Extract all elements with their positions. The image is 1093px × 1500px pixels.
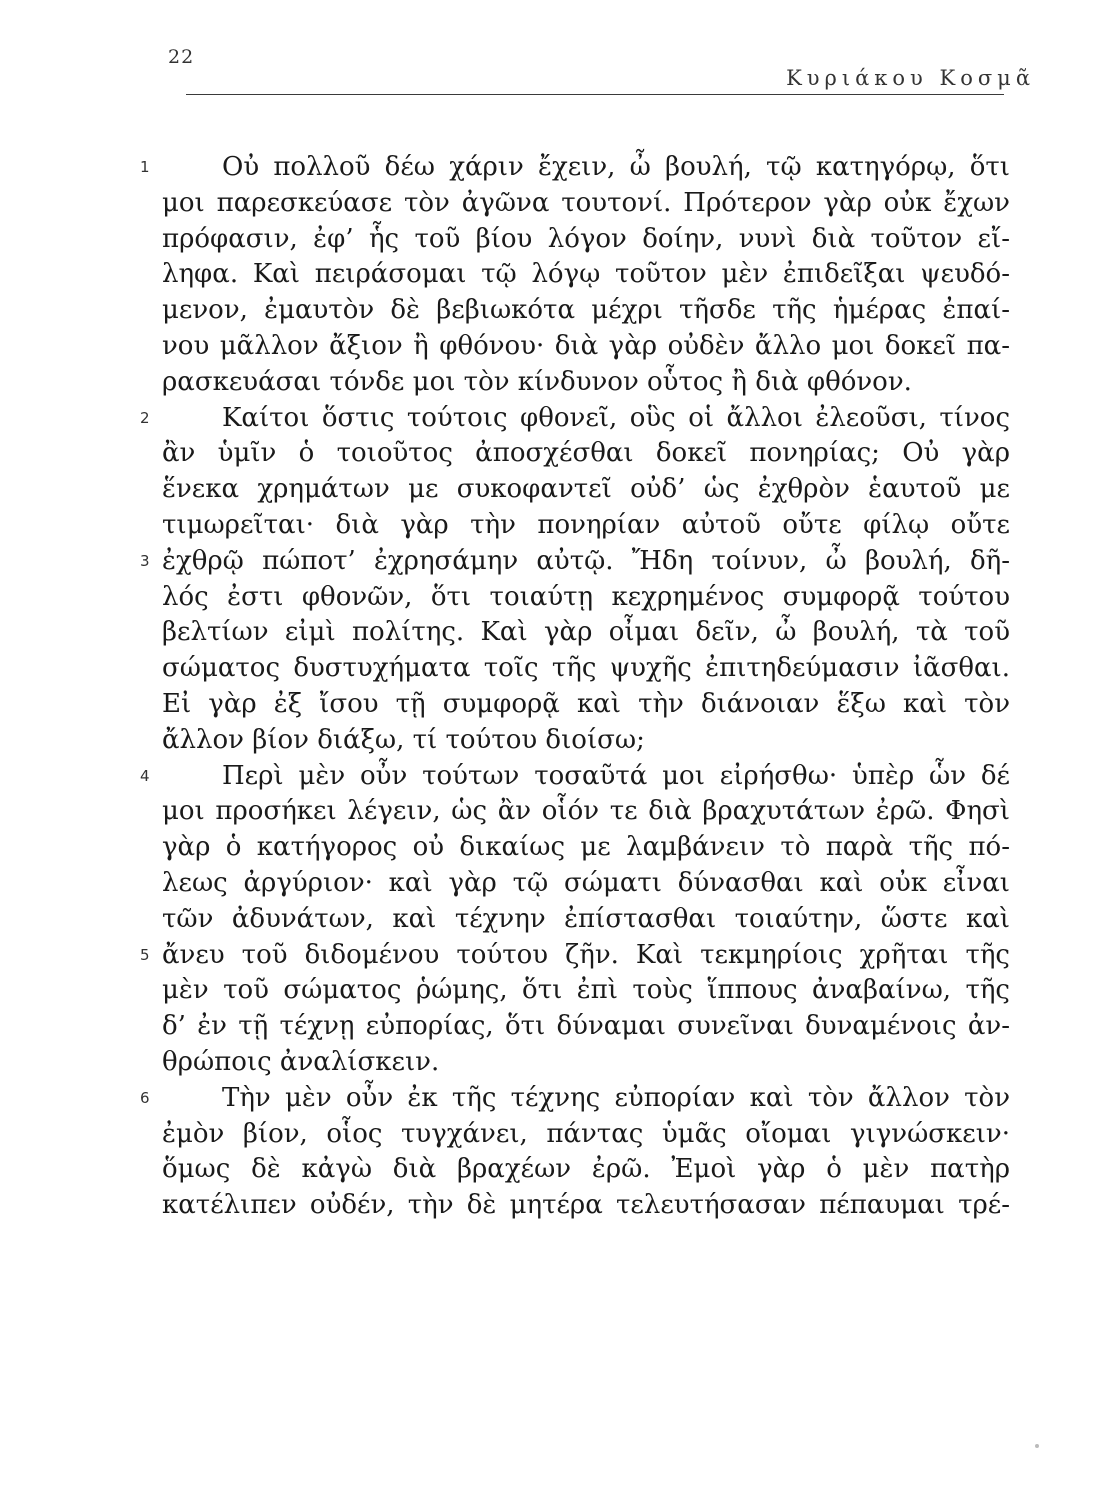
text-line — [150, 1188, 1010, 1224]
text-line — [150, 687, 1010, 723]
text-line — [140, 1081, 1010, 1117]
line-text: Περὶ μὲν οὖν τούτων τοσαῦτά μοι εἰρήσθω· ὑπὲρ ὧν δέ — [222, 760, 1010, 791]
section-number: 6 — [140, 1088, 150, 1107]
line-text: βελτίων εἰμὶ πολίτης. Καὶ γὰρ οἶμαι δεῖν, ὦ βουλή, τὰ τοῦ — [162, 617, 1010, 648]
line-text: θρώποις ἀναλίσκειν. — [162, 1046, 440, 1077]
text-line — [150, 365, 1010, 401]
section-number: 1 — [140, 158, 150, 176]
line-text: Τὴν μὲν οὖν ἐκ τῆς τέχνης εὐπορίαν καὶ τὸν ἄλλον τὸν — [222, 1082, 1010, 1113]
line-text: Καίτοι ὅστις τούτοις φθονεῖ, οὓς οἱ ἄλλοι ἐλεοῦσι, τίνος — [222, 402, 1010, 433]
text-line — [140, 759, 1010, 795]
line-text: μὲν τοῦ σώματος ῥώμης, ὅτι ἐπὶ τοὺς ἵππους ἀναβαίνω, τῆς — [162, 975, 1010, 1006]
text-line — [150, 902, 1010, 938]
text-line — [150, 1152, 1010, 1188]
text-line — [140, 938, 1010, 974]
page-number: 22 — [168, 46, 195, 68]
line-text: μοι προσήκει λέγειν, ὡς ἂν οἷόν τε διὰ βραχυτάτων ἐρῶ. Φησὶ — [162, 796, 1010, 827]
text-line — [150, 580, 1010, 616]
text-line — [150, 186, 1010, 222]
text-line — [150, 866, 1010, 902]
text-line — [150, 508, 1010, 544]
section-number: 3 — [140, 551, 150, 570]
line-text: ὅμως δὲ κἀγὼ διὰ βραχέων ἐρῶ. Ἐμοὶ γὰρ ὁ μὲν πατὴρ — [162, 1154, 1010, 1185]
line-text: τιμωρεῖται· διὰ γὰρ τὴν πονηρίαν αὐτοῦ οὔτε φίλῳ οὔτε — [162, 509, 1010, 540]
line-text: λεως ἀργύριον· καὶ γὰρ τῷ σώματι δύνασθαι καὶ οὐκ εἶναι — [162, 867, 1010, 898]
line-text: ρασκευάσαι τόνδε μοι τὸν κίνδυνον οὗτος ἢ διὰ φθόνον. — [162, 366, 912, 397]
line-text: Εἰ γὰρ ἐξ ἴσου τῇ συμφορᾷ καὶ τὴν διάνοιαν ἕξω καὶ τὸν — [162, 688, 1010, 719]
text-line — [150, 615, 1010, 651]
line-text: κατέλιπεν οὐδέν, τὴν δὲ μητέρα τελευτήσασαν πέπαυμαι τρέ- — [162, 1190, 1010, 1221]
line-text: σώματος δυστυχήματα τοῖς τῆς ψυχῆς ἐπιτηδεύμασιν ἰᾶσθαι. — [162, 653, 1010, 684]
line-text: γὰρ ὁ κατήγορος οὐ δικαίως με λαμβάνειν τὸ παρὰ τῆς πό- — [162, 832, 1010, 863]
line-text: ἐμὸν βίον, οἷος τυγχάνει, πάντας ὑμᾶς οἴομαι γιγνώσκειν· — [162, 1118, 1010, 1149]
line-text: ἄλλον βίον διάξω, τί τούτου διοίσω; — [162, 724, 645, 755]
line-text: λός ἐστι φθονῶν, ὅτι τοιαύτῃ κεχρημένος συμφορᾷ τούτου — [162, 581, 1010, 612]
text-line — [150, 257, 1010, 293]
text-line — [150, 472, 1010, 508]
line-text: ἐχθρῷ πώποτ’ ἐχρησάμην αὐτῷ. Ἤδη τοίνυν, ὦ βουλή, δῆ- — [162, 545, 1010, 576]
text-line — [150, 293, 1010, 329]
line-text: τῶν ἀδυνάτων, καὶ τέχνην ἐπίστασθαι τοιαύτην, ὥστε καὶ — [162, 903, 1010, 934]
line-text: ληφα. Καὶ πειράσομαι τῷ λόγῳ τοῦτον μὲν ἐπιδεῖξαι ψευδό- — [162, 259, 1010, 290]
line-text: μοι παρεσκεύασε τὸν ἀγῶνα τουτονί. Πρότερον γὰρ οὐκ ἔχων — [162, 187, 1010, 218]
text-line — [140, 544, 1010, 580]
text-line — [150, 794, 1010, 830]
running-head: Κυριάκου Κοσμᾶ — [786, 66, 1035, 90]
line-text: ἄνευ τοῦ διδομένου τούτου ζῆν. Καὶ τεκμηρίοις χρῆται τῆς — [162, 939, 1010, 970]
text-line — [150, 723, 1010, 759]
text-line — [150, 329, 1010, 365]
text-line — [150, 651, 1010, 687]
line-text: Οὐ πολλοῦ δέω χάριν ἔχειν, ὦ βουλή, τῷ κατηγόρῳ, ὅτι — [222, 152, 1010, 182]
line-text: πρόφασιν, ἐφ’ ἧς τοῦ βίου λόγον δοίην, νυνὶ διὰ τοῦτον εἴ- — [162, 223, 1010, 254]
text-line — [150, 830, 1010, 866]
text-block — [140, 150, 1010, 1224]
speck-mark — [1035, 1444, 1039, 1448]
text-line — [150, 973, 1010, 1009]
text-line — [150, 1117, 1010, 1153]
line-text: μενον, ἐμαυτὸν δὲ βεβιωκότα μέχρι τῆσδε τῆς ἡμέρας ἐπαί- — [162, 295, 1010, 326]
line-text: ἕνεκα χρημάτων με συκοφαντεῖ οὐδ’ ὡς ἐχθρὸν ἑαυτοῦ με — [162, 474, 1010, 505]
section-number: 2 — [140, 408, 150, 427]
line-text: νου μᾶλλον ἄξιον ἢ φθόνου· διὰ γὰρ οὐδὲν ἄλλο μοι δοκεῖ πα- — [162, 330, 1010, 361]
text-line — [140, 150, 1010, 186]
text-line — [150, 222, 1010, 258]
line-text: δ’ ἐν τῇ τέχνῃ εὐπορίας, ὅτι δύναμαι συνεῖναι δυναμένοις ἀν- — [162, 1011, 1010, 1042]
section-number: 4 — [140, 766, 150, 785]
section-number: 5 — [140, 945, 150, 964]
text-line — [150, 436, 1010, 472]
text-line — [150, 1045, 1010, 1081]
line-text: ἂν ὑμῖν ὁ τοιοῦτος ἀποσχέσθαι δοκεῖ πονηρίας; Οὐ γὰρ — [162, 438, 1010, 469]
header-rule — [186, 94, 1004, 95]
text-line — [150, 1009, 1010, 1045]
text-line — [140, 401, 1010, 437]
